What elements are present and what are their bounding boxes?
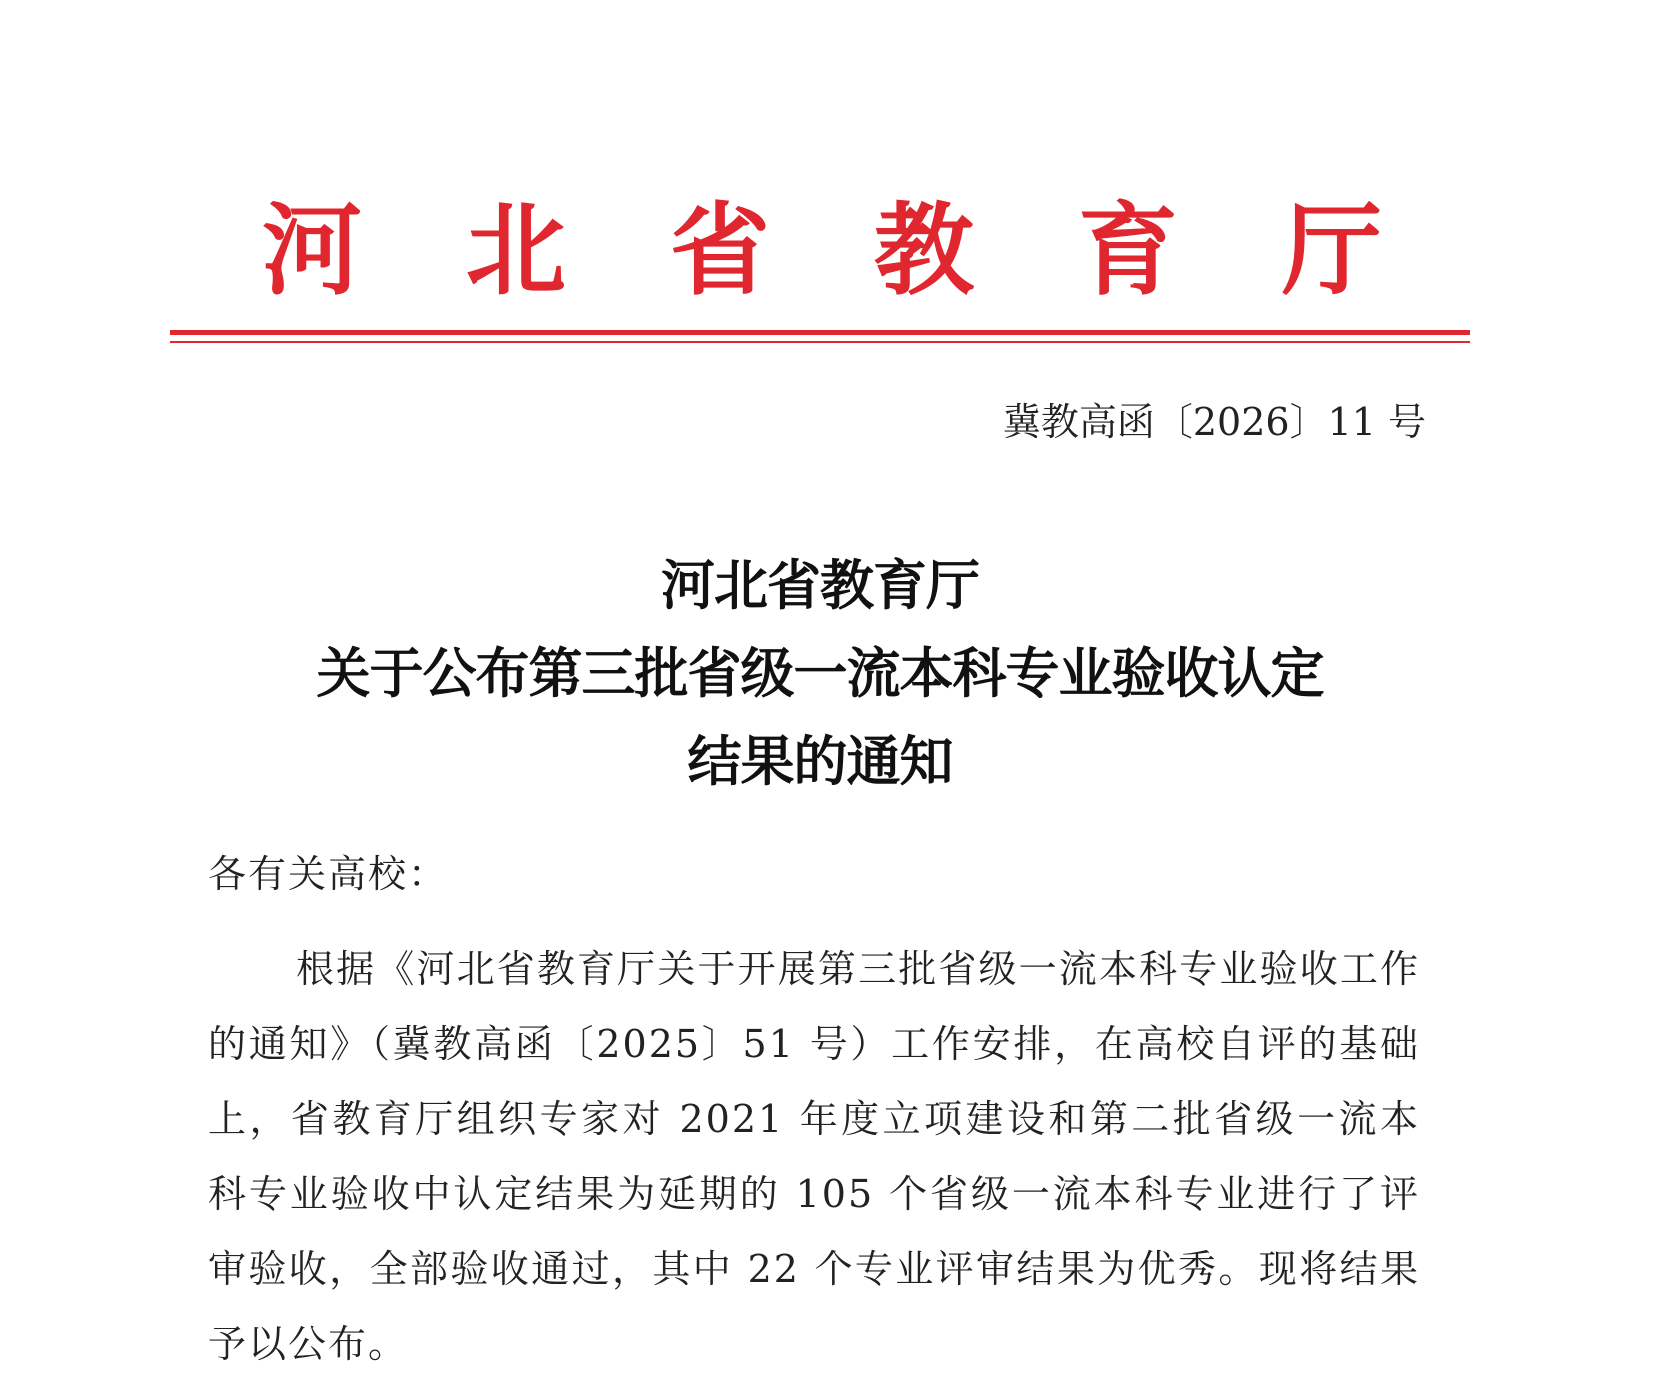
masthead-divider-thick bbox=[170, 330, 1470, 335]
masthead-char: 河 bbox=[262, 191, 362, 309]
title-line-3: 结果的通知 bbox=[687, 730, 953, 793]
masthead-char: 厅 bbox=[1282, 191, 1382, 309]
body-paragraph: 根据《河北省教育厅关于开展第三批省级一流本科专业验收工作的通知》（冀教高函〔2025〕51 号）工作安排，在高校自评的基础上，省教育厅组织专家对 2021 年度立项建设和第二批省级一流本科专业验收中认定结果为延期的 105 个省级一流本科专业进行了评审验收，全部验收通过，其中 22 个专业评审结果为优秀。现将结果予以公布。 bbox=[208, 947, 1420, 1366]
masthead-char: 教 bbox=[874, 191, 974, 309]
masthead-divider-thin bbox=[170, 341, 1470, 343]
salutation: 各有关高校： bbox=[208, 852, 449, 896]
masthead-char: 育 bbox=[1078, 191, 1178, 309]
masthead-char: 北 bbox=[466, 191, 566, 309]
title-line-2: 关于公布第三批省级一流本科专业验收认定 bbox=[316, 642, 1324, 705]
title-line-1: 河北省教育厅 bbox=[661, 554, 979, 617]
document-number: 冀教高函〔2026〕11 号 bbox=[1002, 400, 1426, 444]
masthead bbox=[262, 190, 1382, 310]
masthead-char: 省 bbox=[670, 191, 770, 309]
